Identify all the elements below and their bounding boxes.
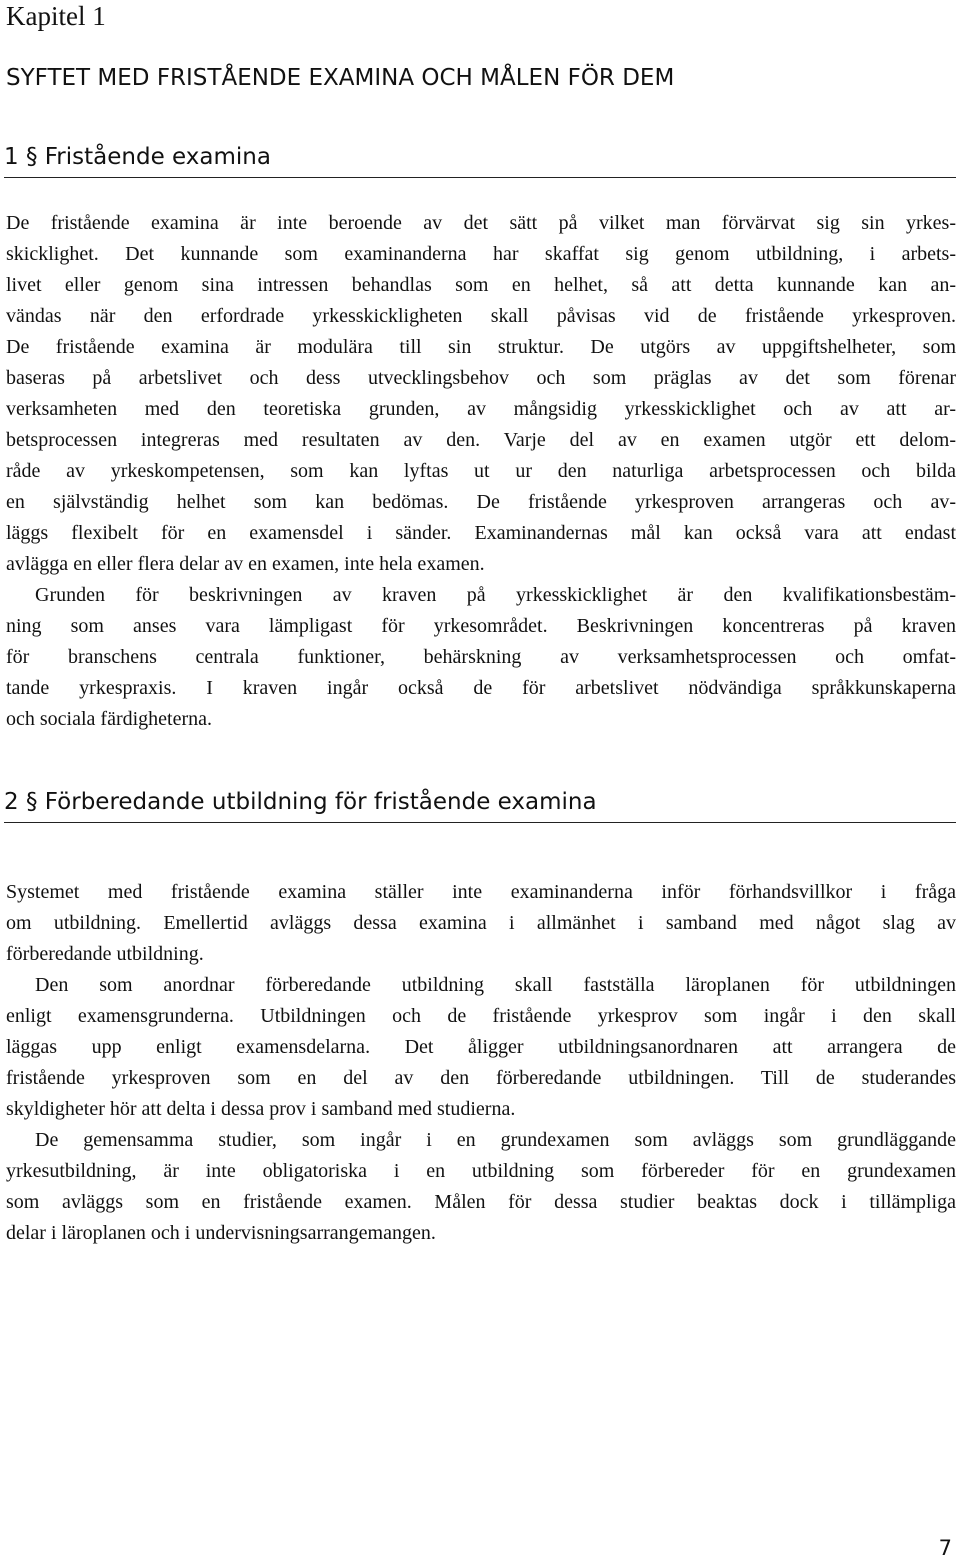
text-line: betsprocessen integreras med resultaten av den. Varje del av en examen utgör ett delom- bbox=[6, 429, 956, 451]
text-line: De fristående examina är modulära till sin struktur. De utgörs av uppgiftshelheter, som bbox=[6, 336, 956, 358]
text-line: en självständig helhet som kan bedömas. De fristående yrkesproven arrangeras och av- bbox=[6, 491, 956, 513]
text-line: ning som anses vara lämpligast för yrkesområdet. Beskrivningen koncentreras på kraven bbox=[6, 615, 956, 637]
text-line: om utbildning. Emellertid avläggs dessa examina i allmänhet i samband med något slag av bbox=[6, 912, 956, 934]
section-1-heading: 1 § Fristående examina bbox=[4, 141, 956, 178]
text-line: skicklighet. Det kunnande som examinanderna har skaffat sig genom utbildning, i arbets- bbox=[6, 243, 956, 265]
text-line: De gemensamma studier, som ingår i en grundexamen som avläggs som grundläggande bbox=[35, 1129, 956, 1151]
text-line: Den som anordnar förberedande utbildning skall fastställa läroplanen för utbildningen bbox=[35, 974, 956, 996]
text-line: enligt examensgrunderna. Utbildningen och de fristående yrkesprov som ingår i den skall bbox=[6, 1005, 956, 1027]
text-line: förberedande utbildning. bbox=[6, 943, 204, 965]
text-line: som avläggs som en fristående examen. Målen för dessa studier beaktas dock i tillämpliga bbox=[6, 1191, 956, 1213]
text-line: Systemet med fristående examina ställer inte examinanderna inför förhandsvillkor i fråga bbox=[6, 881, 956, 903]
section-2-body bbox=[6, 877, 956, 1249]
text-line: läggas upp enligt examensdelarna. Det åligger utbildningsanordnaren att arrangera de bbox=[6, 1036, 956, 1058]
page-title: SYFTET MED FRISTÅENDE EXAMINA OCH MÅLEN FÖR DEM bbox=[6, 65, 675, 91]
text-line: och sociala färdigheterna. bbox=[6, 708, 213, 730]
text-line: De fristående examina är inte beroende av det sätt på vilket man förvärvat sig sin yrkes- bbox=[6, 212, 956, 234]
text-line: råde av yrkeskompetensen, som kan lyftas ut ur den naturliga arbetsprocessen och bilda bbox=[6, 460, 956, 482]
text-line: skyldigheter hör att delta i dessa prov i samband med studierna. bbox=[6, 1098, 516, 1120]
section-2-heading: 2 § Förberedande utbildning för fristående examina bbox=[4, 786, 956, 823]
text-line: Grunden för beskrivningen av kraven på yrkesskicklighet är den kvalifikationsbestäm- bbox=[35, 584, 956, 606]
text-line: tande yrkespraxis. I kraven ingår också de för arbetslivet nödvändiga språkkunskaperna bbox=[6, 677, 956, 699]
text-line: livet eller genom sina intressen behandlas som en helhet, så att detta kunnande kan an- bbox=[6, 274, 956, 296]
text-line: delar i läroplanen och i undervisningsarrangemangen. bbox=[6, 1222, 436, 1244]
page-number: 7 bbox=[938, 1536, 952, 1560]
text-line: läggs flexibelt för en examensdel i sänder. Examinandernas mål kan också vara att endast bbox=[6, 522, 956, 544]
text-line: fristående yrkesproven som en del av den förberedande utbildningen. Till de studerandes bbox=[6, 1067, 956, 1089]
text-line: vändas när den erfordrade yrkesskickligheten skall påvisas vid de fristående yrkesproven. bbox=[6, 305, 956, 327]
text-line: för branschens centrala funktioner, behärskning av verksamhetsprocessen och omfat- bbox=[6, 646, 956, 668]
text-line: baseras på arbetslivet och dess utvecklingsbehov och som präglas av det som förenar bbox=[6, 367, 956, 389]
text-line: yrkesutbildning, är inte obligatoriska i en utbildning som förbereder för en grundexamen bbox=[6, 1160, 956, 1182]
text-line: verksamheten med den teoretiska grunden, av mångsidig yrkesskicklighet och av att ar- bbox=[6, 398, 956, 420]
section-1-body bbox=[6, 208, 956, 735]
text-line: avlägga en eller flera delar av en examen, inte hela examen. bbox=[6, 553, 485, 575]
chapter-label: Kapitel 1 bbox=[6, 1, 106, 31]
